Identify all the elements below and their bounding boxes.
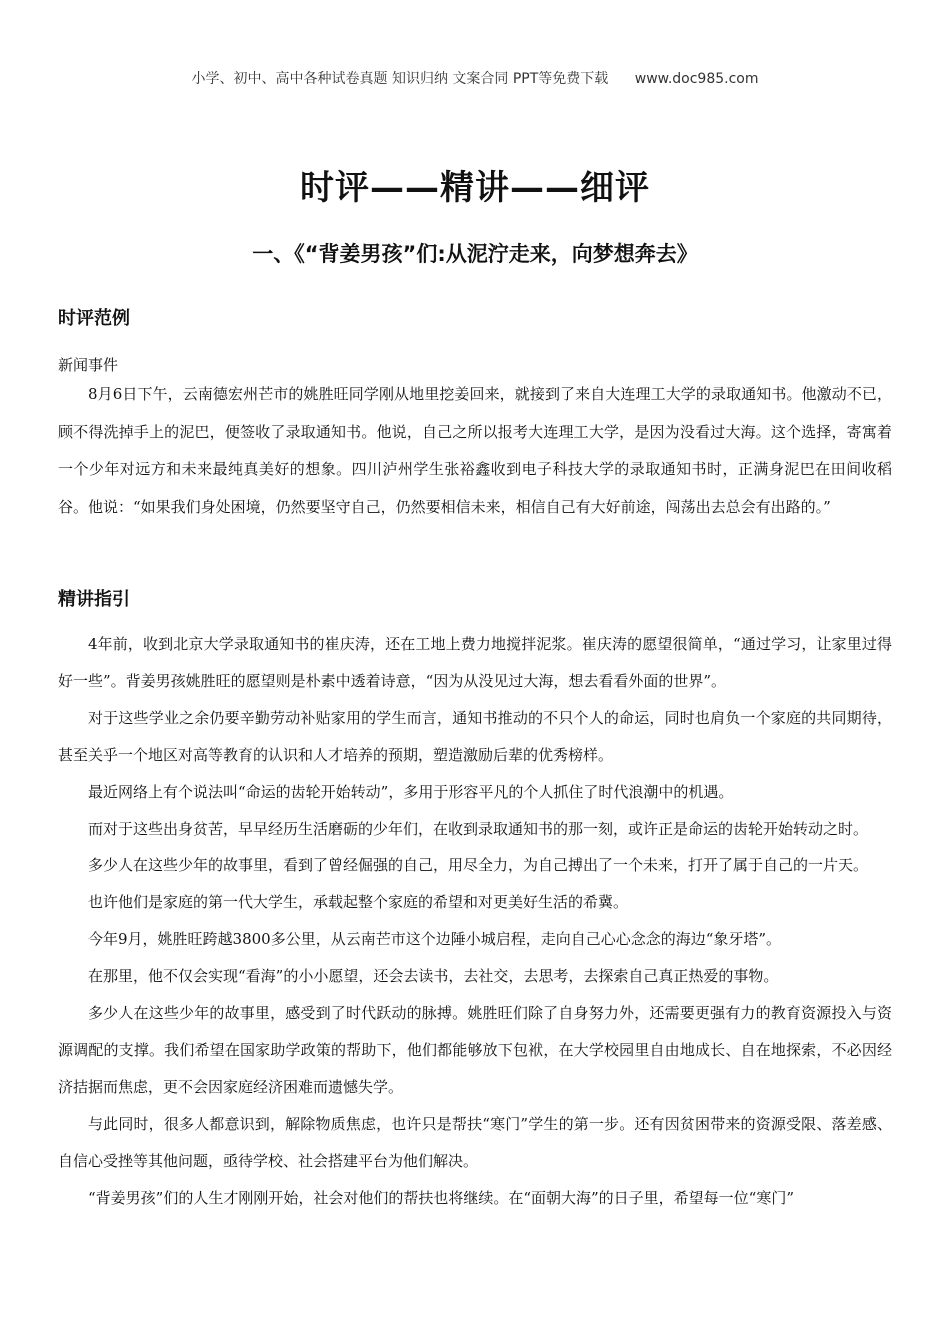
- news-label: 新闻事件: [58, 356, 119, 374]
- guide-paragraph: 多少人在这些少年的故事里，感受到了时代跃动的脉搏。姚胜旺们除了自身努力外，还需要更强有力的教育资源投入与资源调配的支撑。我们希望在国家助学政策的帮助下，他们都能够放下包袱，在大学校园里自由地成长、自在地探索，不必因经济拮据而焦虑，更不会因家庭经济困难而遗憾失学。: [58, 1004, 892, 1096]
- article-subtitle: 一、《“背姜男孩”们:从泥泞走来，向梦想奔去》: [252, 242, 698, 266]
- page-title: 时评——精讲——细评: [300, 168, 650, 208]
- guide-paragraph: 在那里，他不仅会实现“看海”的小小愿望，还会去读书，去社交，去思考，去探索自己真正热爱的事物。: [88, 967, 779, 986]
- guide-paragraph: 今年9月，姚胜旺跨越3800多公里，从云南芒市这个边陲小城启程，走向自己心心念念的海边“象牙塔”。: [88, 930, 782, 949]
- guide-paragraph: 与此同时，很多人都意识到，解除物质焦虑，也许只是帮扶“寒门”学生的第一步。还有因贫困带来的资源受限、落差感、自信心受挫等其他问题，亟待学校、社会搭建平台为他们解决。: [58, 1114, 892, 1170]
- guide-paragraph: 也许他们是家庭的第一代大学生，承载起整个家庭的希望和对更美好生活的希冀。: [88, 893, 629, 912]
- guide-section: [58, 626, 892, 1217]
- news-paragraph: 8月6日下午，云南德宏州芒市的姚胜旺同学刚从地里挖姜回来，就接到了来自大连理工大学的录取通知书。他激动不已，顾不得洗掉手上的泥巴，便签收了录取通知书。他说，自己之所以报考大连理工大学，是因为没看过大海。这个选择，寄寓着一个少年对远方和未来最纯真美好的想象。四川泸州学生张裕鑫收到电子科技大学的录取通知书时，正满身泥巴在田间收稻谷。他说：“如果我们身处困境，仍然要坚守自己，仍然要相信未来，相信自己有大好前途，闯荡出去总会有出路的。”: [58, 385, 892, 516]
- guide-paragraph: 4年前，收到北京大学录取通知书的崔庆涛，还在工地上费力地搅拌泥浆。崔庆涛的愿望很简单，“通过学习，让家里过得好一些”。背姜男孩姚胜旺的愿望则是朴素中透着诗意，“因为从没见过大海，想去看看外面的世界”。: [58, 635, 892, 690]
- guide-paragraph: 最近网络上有个说法叫“命运的齿轮开始转动”，多用于形容平凡的个人抓住了时代浪潮中的机遇。: [88, 782, 734, 801]
- section-heading-example: 时评范例: [58, 308, 130, 329]
- news-section: [58, 354, 892, 526]
- section-heading-guide: 精讲指引: [58, 589, 130, 610]
- page-header: [0, 68, 950, 88]
- header-site-link[interactable]: www.doc985.com: [634, 71, 759, 87]
- guide-paragraph: 多少人在这些少年的故事里，看到了曾经倔强的自己，用尽全力，为自己搏出了一个未来，打开了属于自己的一片天。: [88, 856, 869, 875]
- guide-paragraph: 对于这些学业之余仍要辛勤劳动补贴家用的学生而言，通知书推动的不只个人的命运，同时也肩负一个家庭的共同期待，甚至关乎一个地区对高等教育的认识和人才培养的预期，塑造激励后辈的优秀榜样。: [58, 708, 892, 764]
- guide-paragraph: 而对于这些出身贫苦，早早经历生活磨砺的少年们，在收到录取通知书的那一刻，或许正是命运的齿轮开始转动之时。: [88, 819, 869, 838]
- header-text: 小学、初中、高中各种试卷真题 知识归纳 文案合同 PPT等免费下载: [191, 71, 609, 87]
- guide-paragraph: “背姜男孩”们的人生才刚刚开始，社会对他们的帮扶也将继续。在“面朝大海”的日子里，希望每一位“寒门”: [88, 1188, 795, 1207]
